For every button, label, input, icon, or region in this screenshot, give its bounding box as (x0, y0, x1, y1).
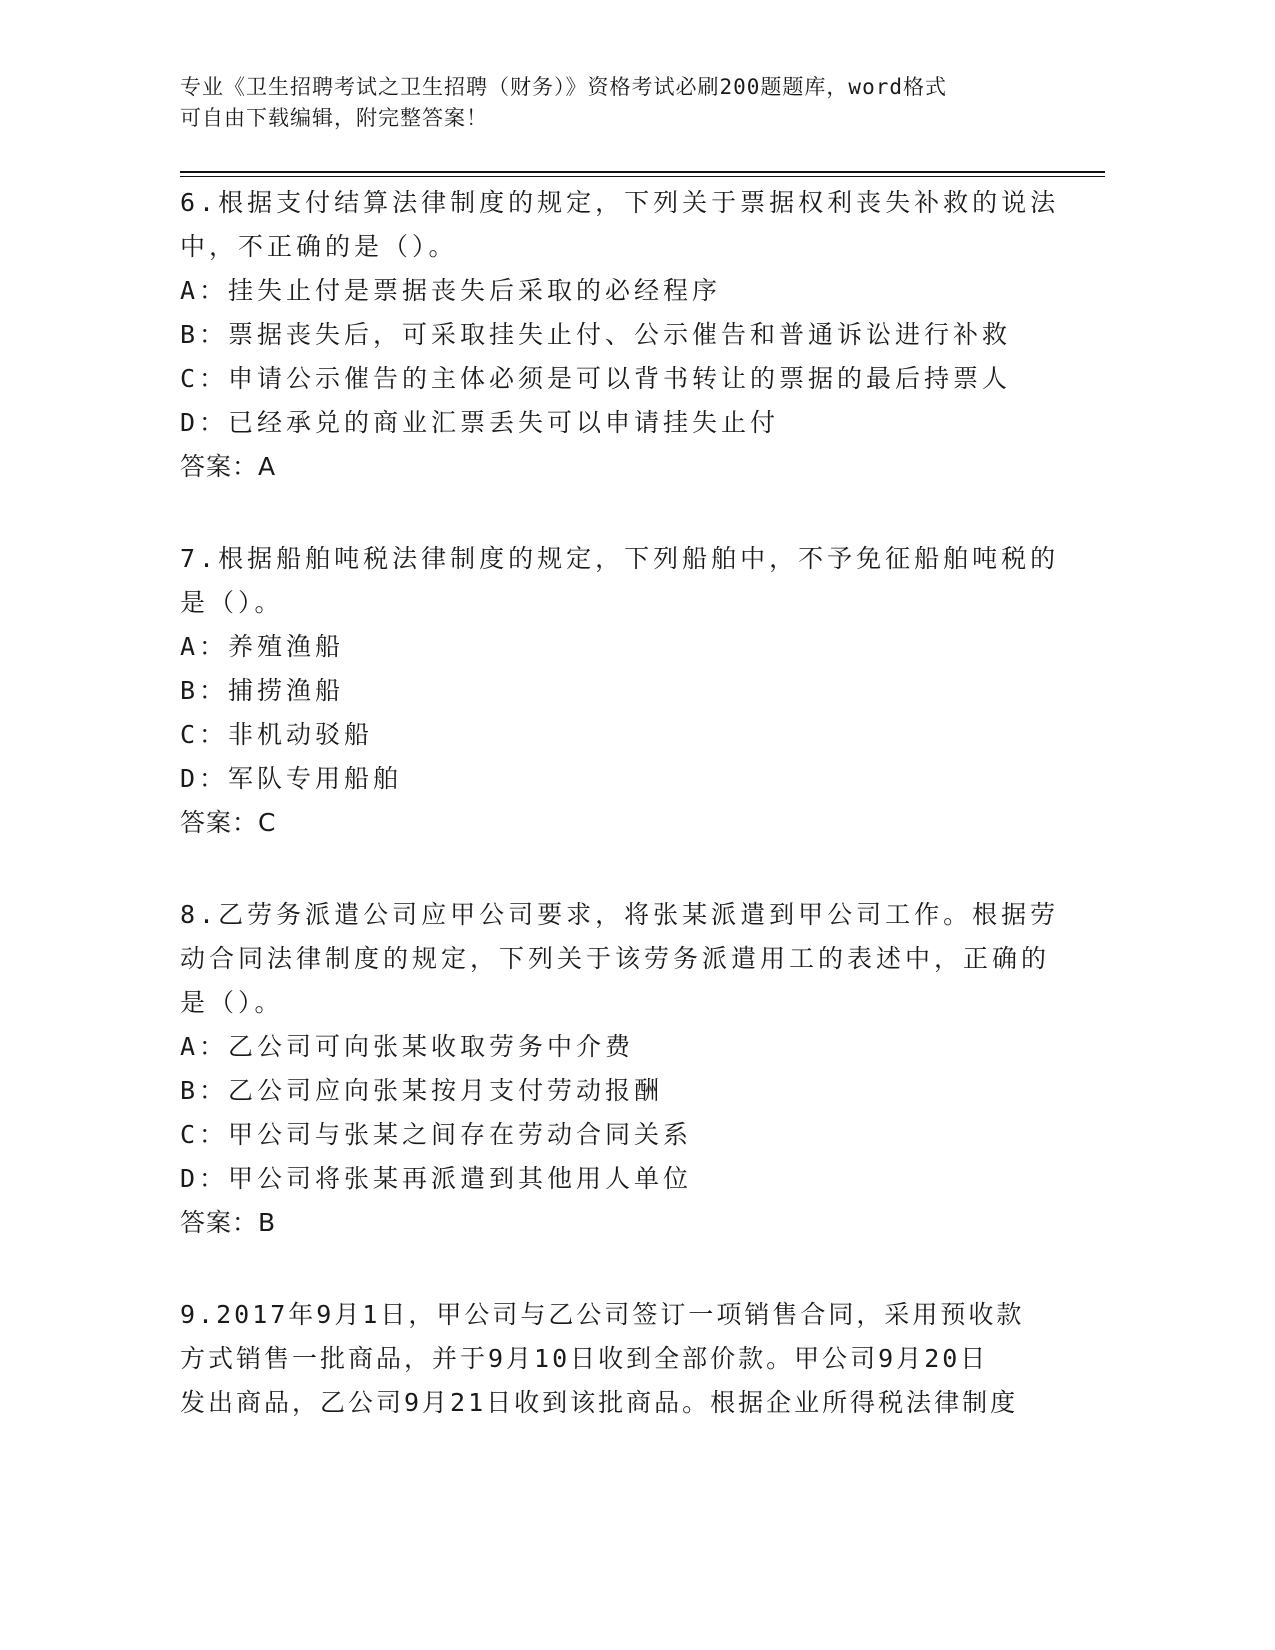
question-stem-line: 是（）。 (180, 988, 284, 1017)
question-8 (180, 893, 1060, 1245)
option-b: B：捕捞渔船 (180, 676, 345, 705)
question-stem-line: 6.根据支付结算法律制度的规定，下列关于票据权利丧失补救的说法 (180, 188, 1060, 217)
question-stem-line: 发出商品，乙公司9月21日收到该批商品。根据企业所得税法律制度 (180, 1388, 1019, 1417)
question-7 (180, 537, 1060, 845)
option-d: D：军队专用船舶 (180, 764, 403, 793)
option-b: B：乙公司应向张某按月支付劳动报酬 (180, 1076, 664, 1105)
question-stem-line: 动合同法律制度的规定，下列关于该劳务派遣用工的表述中，正确的 (180, 944, 1051, 973)
option-d: D：甲公司将张某再派遣到其他用人单位 (180, 1164, 693, 1193)
option-b: B：票据丧失后，可采取挂失止付、公示催告和普通诉讼进行补救 (180, 320, 1012, 349)
header-line-2: 可自由下载编辑，附完整答案！ (180, 106, 488, 130)
option-c: C：申请公示催告的主体必须是可以背书转让的票据的最后持票人 (180, 364, 1012, 393)
question-9 (180, 1293, 1060, 1425)
option-c: C：甲公司与张某之间存在劳动合同关系 (180, 1120, 693, 1149)
answer-label: 答案：A (180, 452, 277, 481)
header-line-1: 专业《卫生招聘考试之卫生招聘（财务）》资格考试必刷200题题库，word格式 (180, 75, 947, 99)
option-a: A：挂失止付是票据丧失后采取的必经程序 (180, 276, 722, 305)
option-a: A：养殖渔船 (180, 632, 345, 661)
question-stem-line: 9.2017年9月1日，甲公司与乙公司签订一项销售合同，采用预收款 (180, 1300, 1025, 1329)
option-a: A：乙公司可向张某收取劳务中介费 (180, 1032, 635, 1061)
question-stem-line: 7.根据船舶吨税法律制度的规定，下列船舶中，不予免征船舶吨税的 (180, 544, 1060, 573)
question-stem-line: 中，不正确的是（）。 (180, 232, 458, 261)
option-d: D：已经承兑的商业汇票丢失可以申请挂失止付 (180, 408, 780, 437)
option-c: C：非机动驳船 (180, 720, 374, 749)
question-list (180, 181, 1060, 1473)
question-stem-line: 8.乙劳务派遣公司应甲公司要求，将张某派遣到甲公司工作。根据劳 (180, 900, 1060, 929)
header-divider-thin (180, 176, 1105, 177)
question-stem-line: 方式销售一批商品，并于9月10日收到全部价款。甲公司9月20日 (180, 1344, 989, 1373)
question-stem-line: 是（）。 (180, 588, 284, 617)
answer-label: 答案：C (180, 808, 277, 837)
answer-label: 答案：B (180, 1208, 277, 1237)
question-6 (180, 181, 1060, 489)
document-header (180, 72, 1060, 134)
header-divider-thick (180, 171, 1105, 173)
